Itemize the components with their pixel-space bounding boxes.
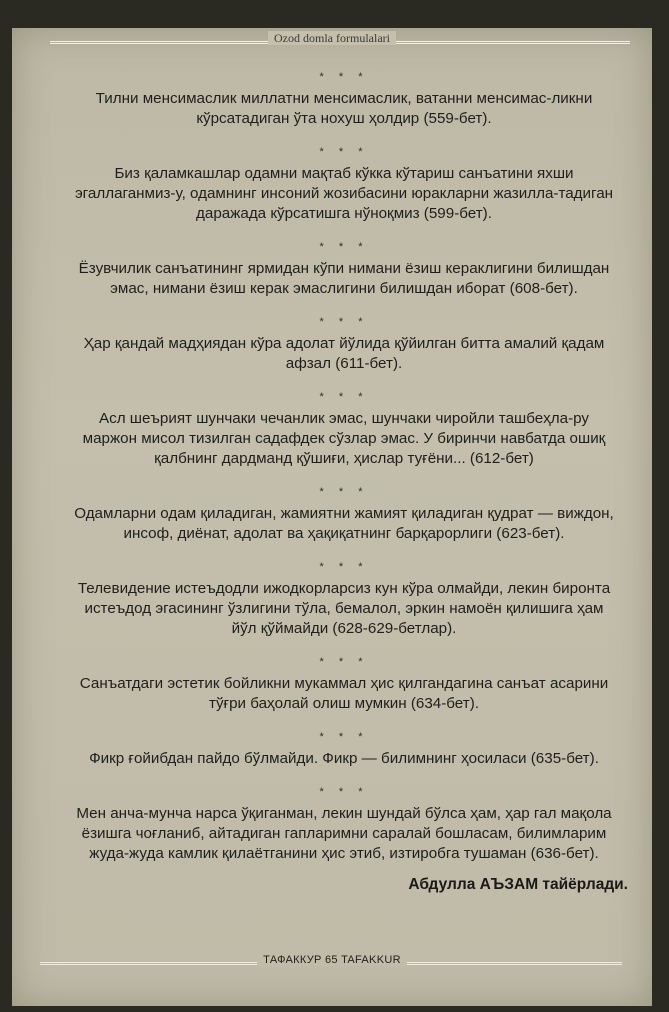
quotes-column	[72, 70, 616, 880]
quote-paragraph: Асл шеърият шунчаки чечанлик эмас, шунчаки чиройли ташбеҳла-ру маржон мисол тизилган садафдек сўзлар эмас. У биринчи навбатда ошиқ қалбнинг дардманд қўшиғи, ҳислар туғёни... (612-бет)	[82, 410, 606, 467]
quote-paragraph: Ёзувчилик санъатининг ярмидан кўпи нимани ёзиш кераклигини билишдан эмас, нимани ёзиш керак эмаслигини билишдан иборат (608-бет).	[78, 260, 610, 297]
quote-paragraph: Фикр ғойибдан пайдо бўлмайди. Фикр — билимнинг ҳосиласи (635-бет).	[89, 750, 599, 767]
running-title: Ozod domla formulalari	[268, 31, 396, 45]
quote-paragraph: Ҳар қандай мадҳиядан кўра адолат йўлида қўйилган битта амалий қадам афзал (611-бет).	[83, 335, 605, 372]
separator: * * *	[319, 241, 369, 253]
running-head	[12, 31, 652, 46]
attribution: Абдулла АЪЗАМ тайёрлади.	[408, 876, 628, 893]
quote-paragraph: Санъатдаги эстетик бойликни мукаммал ҳис қилгандагина санъат асарини тўғри баҳолай олиш мумкин (634-бет).	[79, 675, 609, 712]
magazine-page	[12, 28, 652, 1006]
quote-paragraph: Биз қаламкашлар одамни мақтаб кўкка кўтариш санъатини яхши эгаллаганмиз-у, одамнинг инсоний жозибасини юракларни жазилла-тадиган даражада кўрсатишга нўноқмиз (599-бет).	[74, 165, 614, 222]
separator: * * *	[319, 71, 369, 83]
page-footer	[12, 954, 652, 966]
separator: * * *	[319, 486, 369, 498]
separator: * * *	[319, 561, 369, 573]
separator: * * *	[319, 316, 369, 328]
separator: * * *	[319, 146, 369, 158]
quote-paragraph: Мен анча-мунча нарса ўқиганман, лекин шундай бўлса ҳам, ҳар гал мақола ёзишга чоғланиб, айтадиган гапларимни саралай бошласам, билимларим жуда-жуда камлик қилаётганини ҳис этиб, изтиробга тушаман (636-бет).	[76, 805, 612, 862]
separator: * * *	[319, 391, 369, 403]
separator: * * *	[319, 786, 369, 798]
footer-text: ТАФАККУР 65 TAFAKKUR	[257, 954, 407, 966]
separator: * * *	[319, 656, 369, 668]
quote-paragraph: Одамларни одам қиладиган, жамиятни жамият қиладиган қудрат — виждон, инсоф, диёнат, адолат ва ҳақиқатнинг барқарорлиги (623-бет).	[74, 505, 614, 542]
separator: * * *	[319, 731, 369, 743]
quote-paragraph: Телевидение истеъдодли ижодкорларсиз кун кўра олмайди, лекин биронта истеъдод эгасининг ўзлигини тўла, бемалол, эркин намоён қилишига ҳам йўл қўймайди (628-629-бетлар).	[77, 580, 611, 637]
quote-paragraph: Тилни менсимаслик миллатни менсимаслик, ватанни менсимас-ликни кўрсатадиган ўта нохуш ҳолдир (559-бет).	[95, 90, 593, 127]
